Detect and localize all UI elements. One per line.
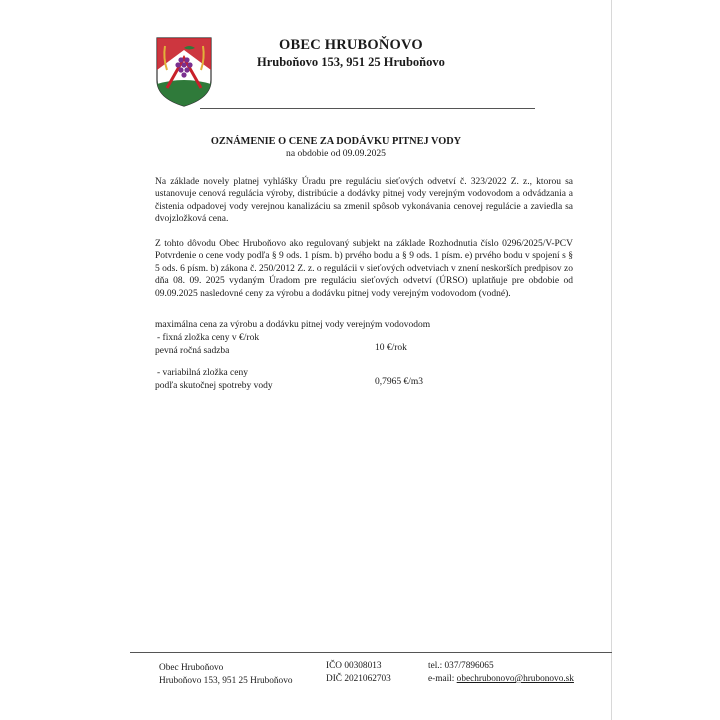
- municipality-address: Hruboňovo 153, 951 25 Hruboňovo: [257, 55, 445, 69]
- fixed-price-sublabel: pevná ročná sadzba: [155, 346, 230, 356]
- paragraph-legal-basis: [155, 176, 573, 226]
- footer-divider: [130, 652, 612, 653]
- footer-email-label: e-mail:: [428, 674, 455, 684]
- footer-email: [428, 674, 574, 684]
- footer-address: Hruboňovo 153, 951 25 Hruboňovo: [159, 676, 293, 686]
- paragraph-line: sieťových odvetviach v znení neskorších predpisov zo dňa 08. 09. 2025 vydaným Úradom pre: [155, 263, 573, 287]
- footer-ico: IČO 00308013: [326, 661, 382, 671]
- variable-price-label: - variabilná zložka ceny: [157, 368, 248, 378]
- paragraph-line: výrobu a dodávku pitnej vody verejným vodovodom (vodné).: [276, 288, 511, 299]
- header-divider: [200, 108, 535, 109]
- fixed-price-label: - fixná zložka ceny v €/rok: [157, 333, 260, 343]
- price-heading: maximálna cena za výrobu a dodávku pitnej vody verejným vodovodom: [155, 320, 431, 330]
- scan-edge-line: [611, 0, 612, 720]
- paragraph-line: a odvádzania a čistenia odpadovej vody verejnou kanalizáciu sa zmenil spôsob vykonávania: [155, 189, 573, 212]
- footer-dic: DIČ 2021062703: [326, 674, 391, 684]
- variable-price-sublabel: podľa skutočnej spotreby vody: [155, 381, 273, 391]
- variable-price-value: 0,7965 €/m3: [375, 377, 424, 387]
- footer-email-link[interactable]: obechrubonovo@hrubonovo.sk: [456, 674, 574, 684]
- footer-name: Obec Hruboňovo: [159, 663, 224, 673]
- paragraph-line: Na základe novely platnej vyhlášky Úradu pre reguláciu sieťových odvetví č. 323/2022 Z. z., ktorou: [155, 177, 566, 187]
- paragraph-line: 0296/2025/V-PCV Potvrdenie o cene vody podľa § 9 ods. 1 písm. b) prvého bodu a § 9 ods. 1: [155, 239, 573, 262]
- footer-tel-label: tel.:: [428, 661, 443, 671]
- paragraph-line: písm. e) prvého bodu v spojení s § 5 ods. 6 písm. b) zákona č. 250/2012 Z. z. o regulácii v: [155, 251, 573, 274]
- paragraph-line: sa ustanovuje cenová regulácia výroby, distribúcie a dodávky pitnej vody verejným vodovodom: [155, 177, 573, 200]
- notice-title: OZNÁMENIE O CENE ZA DODÁVKU PITNEJ VODY: [210, 136, 462, 147]
- paragraph-line: reguláciu sieťových odvetví (ÚRSO) uplatňuje pre obdobie od 09.09.2025 nasledovné ceny za: [155, 276, 573, 299]
- notice-subtitle: na obdobie od 09.09.2025: [286, 148, 386, 159]
- paragraph-line: Z tohto dôvodu Obec Hruboňovo ako regulovaný subjekt na základe Rozhodnutia číslo: [155, 239, 503, 249]
- footer-tel: [428, 661, 494, 671]
- footer-tel-value: 037/7896065: [444, 661, 494, 671]
- coat-of-arms-icon: [155, 36, 213, 108]
- fixed-price-value: 10 €/rok: [375, 343, 407, 353]
- paragraph-decision: [155, 238, 573, 300]
- paragraph-line: cenovej regulácie a zaviedla sa dvojzložková cena.: [155, 201, 573, 225]
- municipality-title: OBEC HRUBOŇOVO: [279, 37, 423, 53]
